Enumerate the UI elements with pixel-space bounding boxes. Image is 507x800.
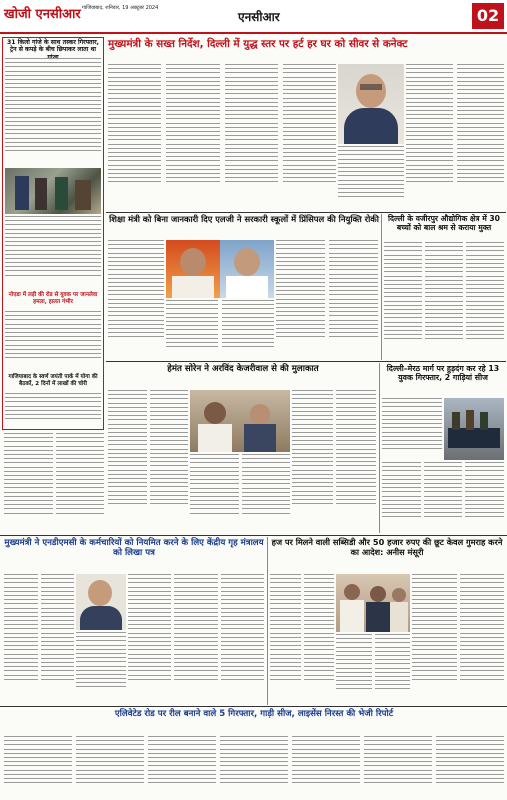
article-main-text-right — [406, 64, 504, 210]
article-lower-left-text — [5, 393, 101, 428]
article-hemant-text-3 — [292, 390, 376, 530]
headline-schools: शिक्षा मंत्री को बिना जानकारी दिए एलजी ने सरकारी स्कूलों में प्रिंसिपल की नियुक्ति रोकी — [109, 214, 379, 224]
subsidy-photo — [336, 574, 410, 632]
article-bottom-text — [4, 736, 504, 798]
newspaper-logo: खोजी एनसीआर — [4, 7, 81, 22]
masthead — [0, 0, 507, 34]
headline-meerut: दिल्ली–मेरठ मार्ग पर हुड़दंग कर रहे 13 युवक गिरफ्तार, 2 गाड़ियां सीज — [386, 364, 500, 383]
headline-mid-left: नोएडा में लड़ी की रोड से युवक पर जानलेवा हमला, हालत गंभीर — [8, 292, 98, 305]
article-ndmc-text — [4, 574, 74, 702]
headline-subsidy: हज पर मिलने वाली सब्सिडी और 50 हजार रुपए की छूट केवल गुमराह करने का आदेश: अनीस मंसूरी — [271, 537, 503, 557]
article-ndmc-text-3 — [128, 574, 264, 702]
article-subsidy-text — [270, 574, 334, 702]
article-left-lower-text — [4, 433, 104, 533]
article-hemant-text-2 — [190, 454, 290, 530]
headline-top-left: 31 किलो गांजे के साथ तस्कर गिरफ्तार, ट्रेन से कपड़े के बीच छिपाकर लाता था — [6, 39, 100, 54]
masthead-date: गाजियाबाद, शनिवार, 19 अक्टूबर 2024 — [82, 5, 159, 11]
section-title: एनसीआर — [238, 10, 280, 24]
schools-photo — [166, 240, 274, 298]
column-rule — [267, 537, 268, 705]
article-main-text-under-photo — [338, 146, 404, 210]
column-rule — [381, 214, 382, 360]
headline-lower-left: गाजियाबाद के स्वर्ण जयंती पार्क में योगा की बैठकों, 2 दिनों में लाखों की चोरी — [8, 374, 98, 387]
ndmc-photo — [76, 574, 126, 630]
article-meerut-text — [382, 398, 442, 460]
divider — [0, 535, 507, 536]
article-wazirpur-text — [384, 242, 504, 360]
headline-main: मुख्यमंत्री के सख्त निर्देश, दिल्ली में युद्ध स्तर पर हर्ट हर घर को सीवर से कनेक्ट — [108, 38, 408, 50]
top-left-photo — [5, 168, 101, 214]
divider — [0, 706, 507, 707]
headline-bottom: एलिवेटेड रोड पर रील बनाने वाले 5 गिरफ्तार, गाड़ी सीज, लाइसेंस निरस्त की भेजी रिपोर्ट — [114, 709, 394, 719]
article-top-left-text — [5, 58, 101, 168]
article-schools-text-2 — [166, 300, 274, 358]
headline-hemant: हेमंत सोरेन ने अरविंद केजरीवाल से की मुलाकात — [167, 364, 319, 374]
article-ndmc-text-2 — [76, 632, 126, 702]
article-schools-text — [108, 240, 164, 358]
headline-ndmc: मुख्यमंत्री ने एनडीएमसी के कर्मचारियों को नियमित करने के लिए केंद्रीय गृह मंत्रालय को लिखा पत्र — [4, 538, 264, 559]
article-subsidy-text-3 — [412, 574, 504, 702]
hemant-photo — [190, 390, 290, 452]
article-top-left-text-2 — [5, 216, 101, 288]
headline-wazirpur: दिल्ली के वजीरपुर औद्योगिक क्षेत्र में 30 बच्चों को बाल श्रम से कराया मुक्त — [388, 214, 500, 232]
page-number: 02 — [472, 3, 504, 29]
meerut-photo — [444, 398, 504, 460]
article-hemant-text — [108, 390, 188, 530]
kejriwal-photo — [338, 64, 404, 144]
article-mid-left-text — [5, 311, 101, 371]
article-main-text — [108, 64, 336, 210]
divider — [106, 361, 506, 362]
article-meerut-text-2 — [382, 462, 504, 530]
article-schools-text-3 — [276, 240, 378, 358]
article-subsidy-text-2 — [336, 634, 410, 702]
divider — [106, 212, 506, 213]
column-rule — [379, 363, 380, 533]
